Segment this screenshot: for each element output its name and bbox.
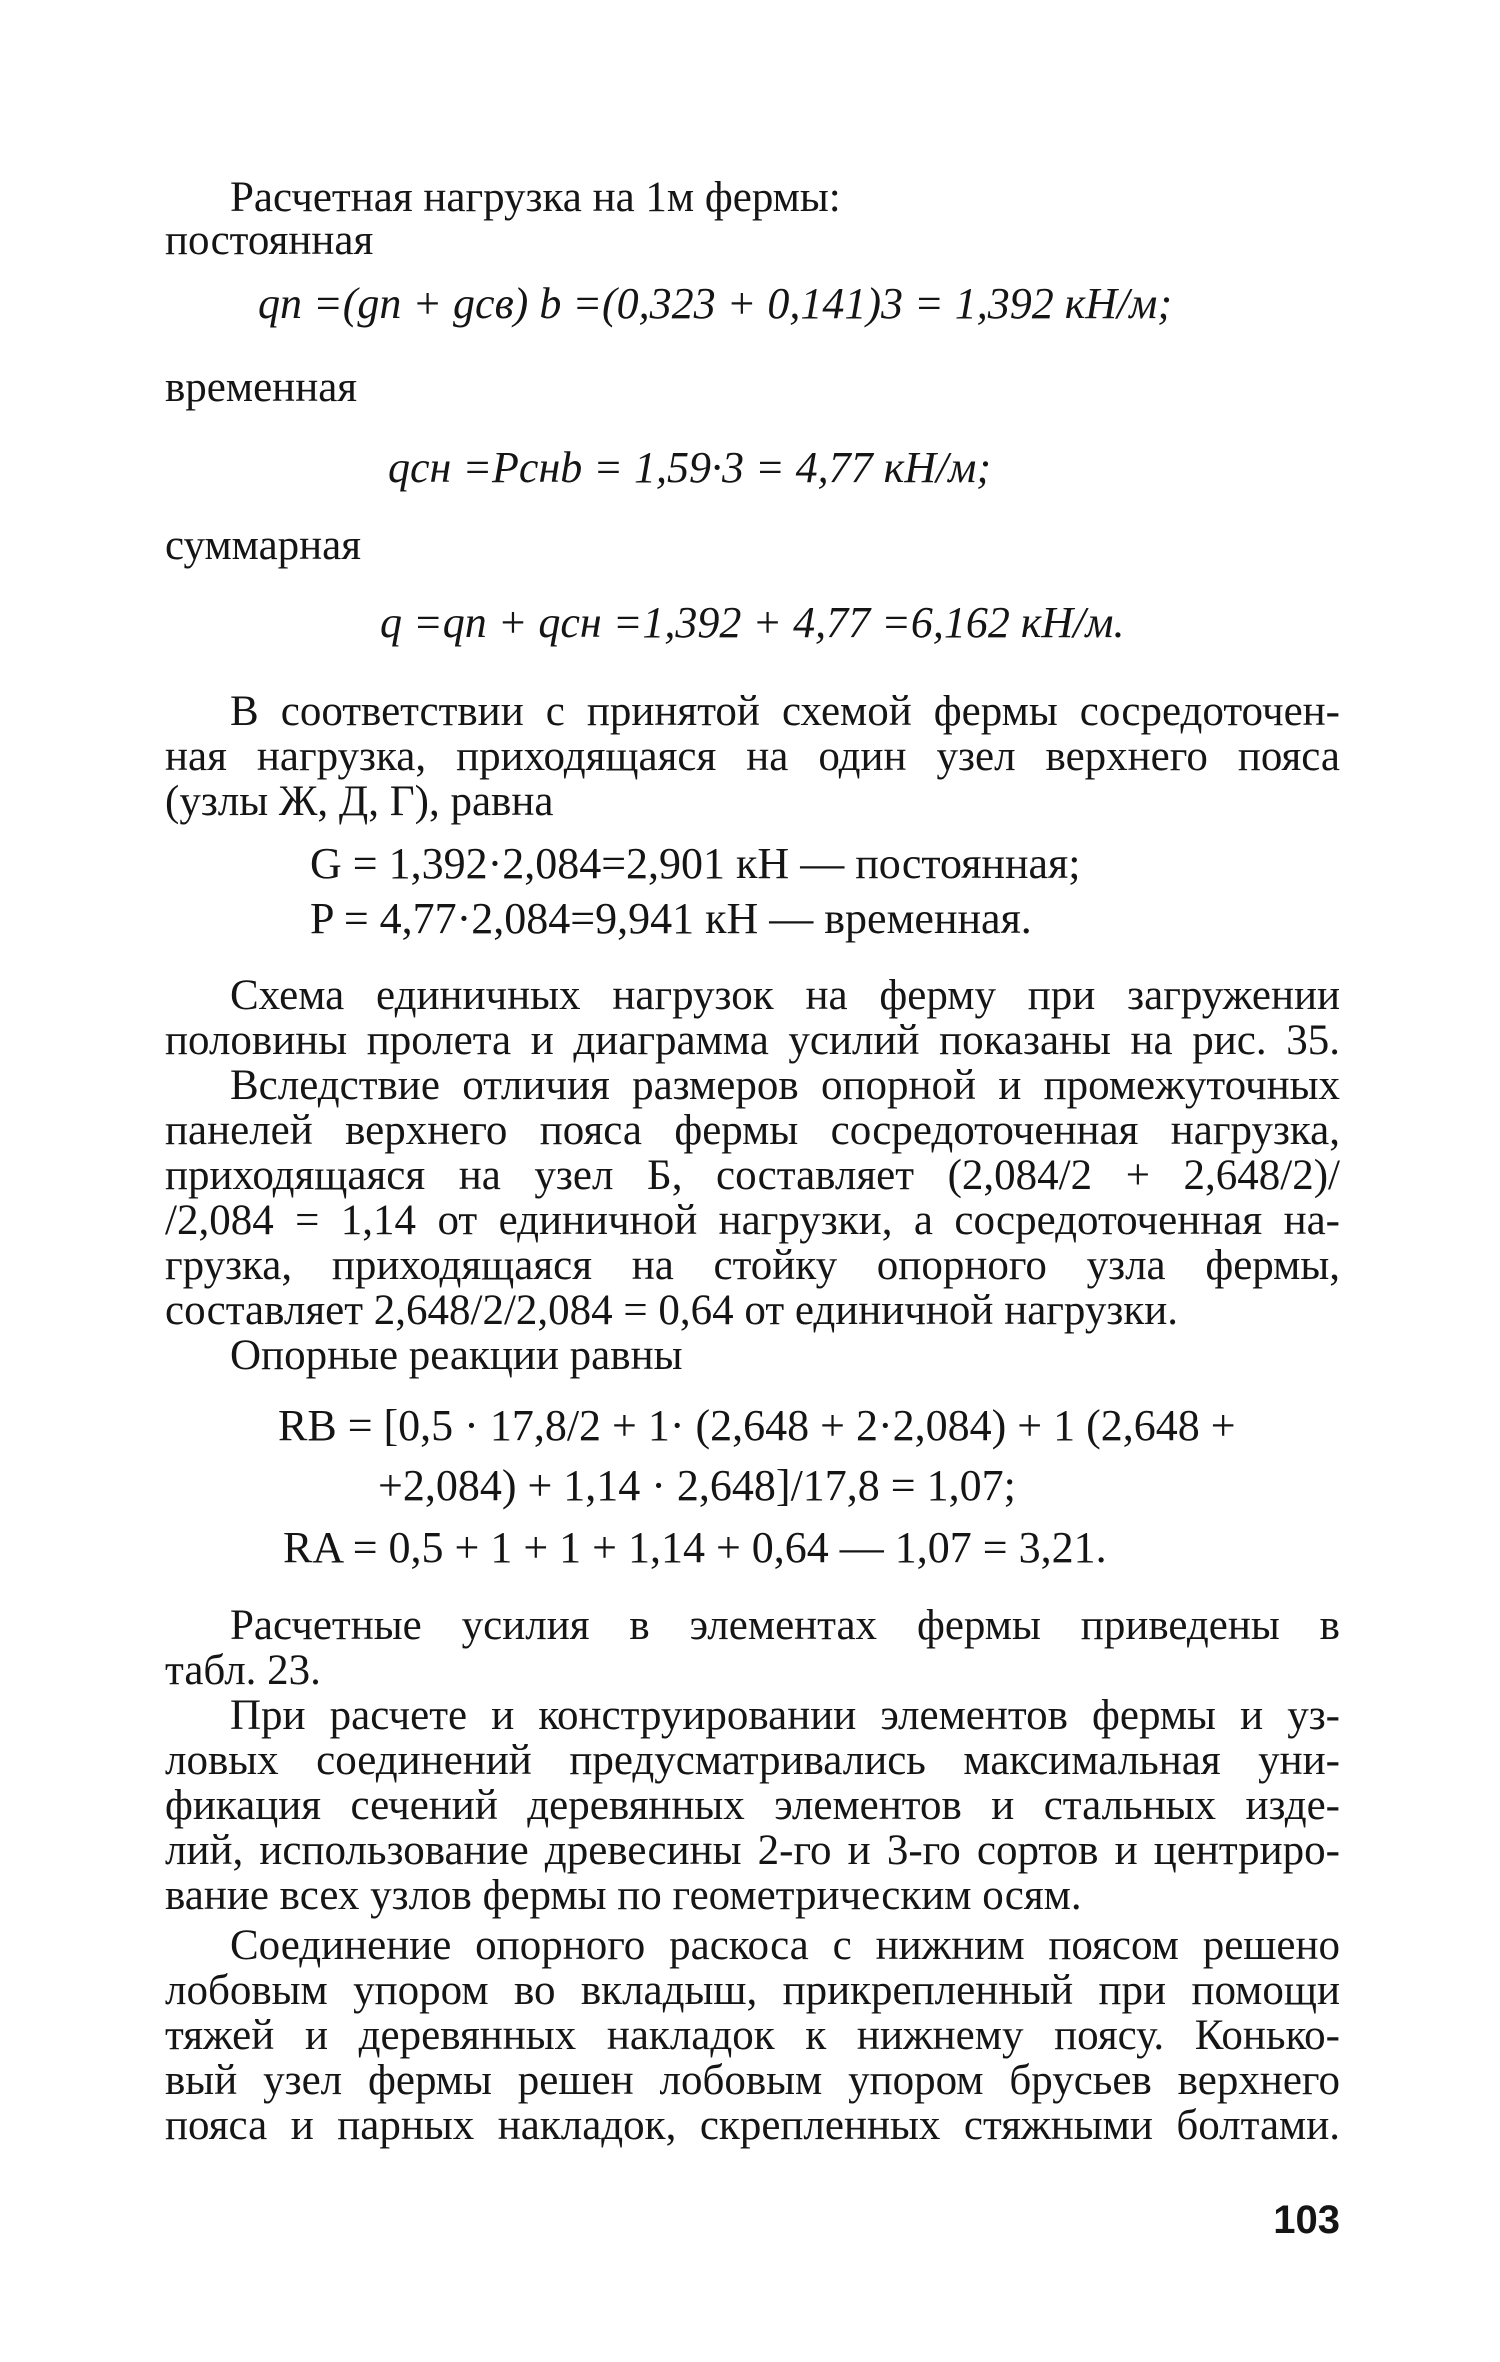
text-line: Расчетные усилия в элементах фермы приведены в	[230, 1602, 1340, 1649]
text-line: составляет 2,648/2/2,084 = 0,64 от единичной нагрузки.	[165, 1287, 1178, 1334]
formula: qсн =Pснb = 1,59·3 = 4,77 кН/м;	[388, 443, 991, 492]
text-line: табл. 23.	[165, 1647, 321, 1694]
formula: q =qп + qсн =1,392 + 4,77 =6,162 кН/м.	[380, 598, 1125, 647]
text-line: Расчетная нагрузка на 1м фермы:	[230, 174, 841, 221]
formula: +2,084) + 1,14 · 2,648]/17,8 = 1,07;	[378, 1461, 1016, 1510]
text-line: В соответствии с принятой схемой фермы сосредоточен-	[230, 688, 1340, 735]
formula: RA = 0,5 + 1 + 1 + 1,14 + 0,64 — 1,07 = 3,21.	[283, 1523, 1107, 1572]
text-line: фикация сечений деревянных элементов и стальных изде-	[165, 1782, 1340, 1829]
text-line: Опорные реакции равны	[230, 1332, 683, 1379]
page-number: 103	[1273, 2198, 1340, 2242]
text-line: ная нагрузка, приходящаяся на один узел верхнего пояса	[165, 733, 1340, 780]
text-line: пояса и парных накладок, скрепленных стяжными болтами.	[165, 2102, 1340, 2149]
text-line: временная	[165, 364, 358, 411]
text-line: постоянная	[165, 217, 374, 264]
formula: qп =(gп + gсв) b =(0,323 + 0,141)3 = 1,392 кН/м;	[258, 279, 1173, 328]
text-line: ловых соединений предусматривались максимальная уни-	[165, 1737, 1340, 1784]
text-line: (узлы Ж, Д, Г), равна	[165, 778, 554, 825]
text-line: половины пролета и диаграмма усилий показаны на рис. 35.	[165, 1017, 1340, 1064]
text-line: /2,084 = 1,14 от единичной нагрузки, а сосредоточенная на-	[165, 1197, 1340, 1244]
text-line: суммарная	[165, 522, 362, 569]
formula: G = 1,392·2,084=2,901 кН — постоянная;	[310, 839, 1081, 888]
text-line: Схема единичных нагрузок на ферму при загружении	[230, 972, 1340, 1019]
text-line: тяжей и деревянных накладок к нижнему поясу. Конько-	[165, 2012, 1340, 2059]
text-line: лобовым упором во вкладыш, прикрепленный при помощи	[165, 1967, 1340, 2014]
text-line: Вследствие отличия размеров опорной и промежуточных	[230, 1062, 1340, 1109]
text-line: панелей верхнего пояса фермы сосредоточенная нагрузка,	[165, 1107, 1340, 1154]
text-line: вание всех узлов фермы по геометрическим осям.	[165, 1872, 1082, 1919]
text-line: приходящаяся на узел Б, составляет (2,084/2 + 2,648/2)/	[165, 1152, 1340, 1199]
text-line: грузка, приходящаяся на стойку опорного узла фермы,	[165, 1242, 1340, 1289]
formula: P = 4,77·2,084=9,941 кН — временная.	[310, 894, 1032, 943]
text-line: вый узел фермы решен лобовым упором брусьев верхнего	[165, 2057, 1340, 2104]
text-line: лий, использование древесины 2-го и 3-го сортов и центриро-	[165, 1827, 1340, 1874]
text-line: При расчете и конструировании элементов фермы и уз-	[230, 1692, 1340, 1739]
text-line: Соединение опорного раскоса с нижним поясом решено	[230, 1922, 1340, 1969]
formula: RB = [0,5 · 17,8/2 + 1· (2,648 + 2·2,084) + 1 (2,648 +	[278, 1401, 1236, 1450]
